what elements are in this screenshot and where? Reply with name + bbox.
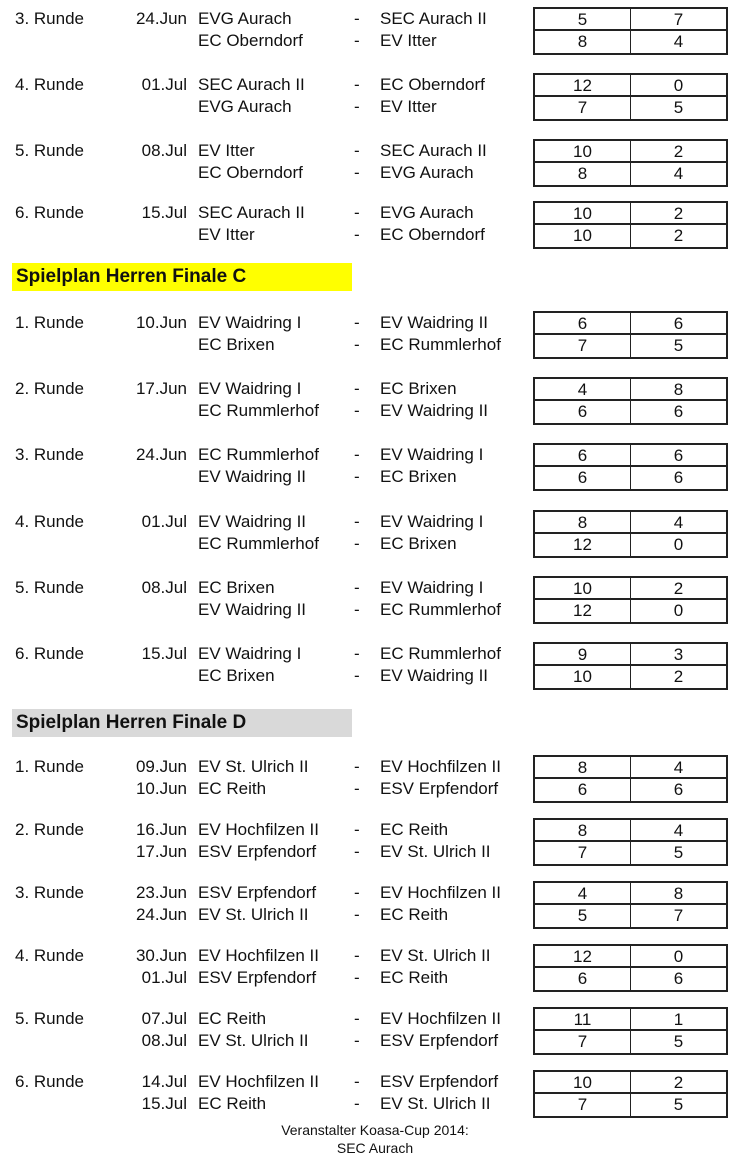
match-date: 08.Jul (141, 578, 187, 597)
score-away: 6 (631, 313, 726, 335)
score-home: 4 (535, 883, 631, 905)
score-home: 8 (535, 820, 631, 842)
home-team: EV Waidring I (198, 313, 302, 332)
away-team: EC Oberndorf (380, 225, 485, 244)
round-block (0, 945, 750, 991)
round-label: 3. Runde (15, 9, 84, 28)
score-box (533, 818, 728, 866)
away-team: EC Brixen (380, 379, 457, 398)
score-away: 5 (673, 336, 684, 355)
separator: - (354, 203, 360, 222)
score-box (533, 311, 728, 359)
section-header-finale-d: Spielplan Herren Finale D (12, 709, 352, 737)
score-box (533, 576, 728, 624)
round-label: 5. Runde (15, 1009, 84, 1028)
match-date-2: 24.Jun (135, 905, 187, 924)
home-team: ESV Erpfendorf (198, 842, 317, 861)
separator: - (354, 75, 360, 94)
round-block (0, 444, 750, 490)
away-team: SEC Aurach II (380, 141, 487, 160)
score-away: 2 (673, 226, 684, 245)
away-team: EV Waidring I (380, 445, 484, 464)
round-block (0, 1071, 750, 1117)
home-team: EC Reith (198, 1094, 267, 1113)
round-block (0, 8, 750, 54)
score-home: 8 (535, 512, 631, 534)
away-team: EV Itter (380, 97, 437, 116)
home-team: EV St. Ulrich II (198, 905, 309, 924)
separator: - (354, 335, 360, 354)
round-label: 4. Runde (15, 75, 84, 94)
score-box (533, 201, 728, 249)
score-home: 7 (535, 1031, 631, 1053)
away-team: EC Oberndorf (380, 75, 485, 94)
score-away: 7 (673, 906, 684, 925)
score-away: 4 (631, 512, 726, 534)
score-away: 4 (673, 164, 684, 183)
round-label: 5. Runde (15, 578, 84, 597)
home-team: ESV Erpfendorf (198, 968, 317, 987)
match-date: 23.Jun (135, 883, 187, 902)
away-team: EV St. Ulrich II (380, 1094, 491, 1113)
round-block (0, 140, 750, 186)
away-team: EV Waidring II (380, 313, 489, 332)
round-block (0, 643, 750, 689)
separator: - (354, 666, 360, 685)
round-block (0, 202, 750, 248)
score-away: 0 (673, 535, 684, 554)
match-date: 17.Jun (135, 379, 187, 398)
round-label: 6. Runde (15, 644, 84, 663)
score-away: 5 (673, 1095, 684, 1114)
away-team: EV Hochfilzen II (380, 1009, 501, 1028)
separator: - (354, 946, 360, 965)
away-team: ESV Erpfendorf (380, 1072, 499, 1091)
home-team: EV Hochfilzen II (198, 946, 319, 965)
score-away: 0 (631, 75, 726, 97)
separator: - (354, 883, 360, 902)
round-label: 1. Runde (15, 313, 84, 332)
organizer-line-1: Veranstalter Koasa-Cup 2014: (281, 1122, 469, 1138)
score-away: 3 (631, 644, 726, 666)
score-box (533, 1007, 728, 1055)
away-team: EC Rummlerhof (380, 600, 501, 619)
away-team: EV Itter (380, 31, 437, 50)
separator: - (354, 1031, 360, 1050)
away-team: EV Hochfilzen II (380, 883, 501, 902)
separator: - (354, 97, 360, 116)
score-home: 6 (535, 401, 631, 423)
home-team: EV Hochfilzen II (198, 1072, 319, 1091)
round-label: 3. Runde (15, 883, 84, 902)
separator: - (354, 401, 360, 420)
separator: - (354, 534, 360, 553)
home-team: SEC Aurach II (198, 75, 305, 94)
separator: - (354, 842, 360, 861)
away-team: EC Brixen (380, 467, 457, 486)
match-date-2: 08.Jul (141, 1031, 187, 1050)
score-away: 6 (673, 468, 684, 487)
away-team: EV Waidring II (380, 401, 489, 420)
separator: - (354, 905, 360, 924)
round-block (0, 1008, 750, 1054)
away-team: EC Brixen (380, 534, 457, 553)
separator: - (354, 779, 360, 798)
away-team: EV St. Ulrich II (380, 842, 491, 861)
score-box (533, 7, 728, 55)
match-date: 15.Jul (141, 644, 187, 663)
score-box (533, 881, 728, 929)
round-block (0, 511, 750, 557)
score-box (533, 139, 728, 187)
round-label: 4. Runde (15, 946, 84, 965)
away-team: ESV Erpfendorf (380, 1031, 499, 1050)
score-home: 10 (535, 225, 631, 247)
away-team: EC Reith (380, 905, 449, 924)
score-home: 6 (535, 779, 631, 801)
score-box (533, 510, 728, 558)
match-date: 01.Jul (141, 75, 187, 94)
score-away: 6 (673, 402, 684, 421)
home-team: SEC Aurach II (198, 203, 305, 222)
score-home: 7 (535, 335, 631, 357)
separator: - (354, 467, 360, 486)
separator: - (354, 9, 360, 28)
score-home: 10 (535, 203, 631, 225)
score-away: 6 (673, 780, 684, 799)
away-team: SEC Aurach II (380, 9, 487, 28)
score-away: 8 (631, 883, 726, 905)
match-date: 01.Jul (141, 512, 187, 531)
score-away: 5 (673, 1032, 684, 1051)
score-away: 4 (673, 32, 684, 51)
home-team: EV Itter (198, 141, 255, 160)
home-team: EC Rummlerhof (198, 534, 319, 553)
away-team: EC Rummlerhof (380, 335, 501, 354)
separator: - (354, 1009, 360, 1028)
round-block (0, 74, 750, 120)
home-team: EVG Aurach (198, 97, 292, 116)
round-block (0, 819, 750, 865)
score-box (533, 944, 728, 992)
home-team: EV Hochfilzen II (198, 820, 319, 839)
score-home: 10 (535, 1072, 631, 1094)
score-home: 12 (535, 946, 631, 968)
score-home: 7 (535, 97, 631, 119)
score-home: 9 (535, 644, 631, 666)
home-team: EV Waidring II (198, 600, 307, 619)
match-date-2: 10.Jun (135, 779, 187, 798)
score-home: 6 (535, 445, 631, 467)
score-home: 4 (535, 379, 631, 401)
home-team: EV Waidring I (198, 644, 302, 663)
match-date: 30.Jun (135, 946, 187, 965)
match-date: 24.Jun (135, 9, 187, 28)
section-header-finale-c: Spielplan Herren Finale C (12, 263, 352, 291)
score-away: 2 (631, 578, 726, 600)
score-home: 10 (535, 578, 631, 600)
away-team: EC Rummlerhof (380, 644, 501, 663)
separator: - (354, 163, 360, 182)
match-date-2: 01.Jul (141, 968, 187, 987)
score-home: 8 (535, 31, 631, 53)
score-away: 6 (673, 969, 684, 988)
score-box (533, 1070, 728, 1118)
match-date: 14.Jul (141, 1072, 187, 1091)
score-home: 7 (535, 1094, 631, 1116)
score-home: 5 (535, 905, 631, 927)
round-label: 2. Runde (15, 379, 84, 398)
score-home: 6 (535, 968, 631, 990)
separator: - (354, 600, 360, 619)
away-team: EV Waidring II (380, 666, 489, 685)
separator: - (354, 141, 360, 160)
score-away: 6 (631, 445, 726, 467)
score-box (533, 755, 728, 803)
home-team: EC Oberndorf (198, 163, 303, 182)
round-block (0, 882, 750, 928)
separator: - (354, 820, 360, 839)
home-team: EC Brixen (198, 666, 275, 685)
round-label: 3. Runde (15, 445, 84, 464)
score-away: 8 (631, 379, 726, 401)
home-team: EC Reith (198, 779, 267, 798)
score-home: 12 (535, 600, 631, 622)
score-away: 0 (631, 946, 726, 968)
match-date: 24.Jun (135, 445, 187, 464)
score-away: 2 (631, 141, 726, 163)
match-date: 07.Jul (141, 1009, 187, 1028)
score-away: 2 (631, 203, 726, 225)
score-away: 2 (673, 667, 684, 686)
round-label: 2. Runde (15, 820, 84, 839)
home-team: ESV Erpfendorf (198, 883, 317, 902)
match-date-2: 15.Jul (141, 1094, 187, 1113)
away-team: EV St. Ulrich II (380, 946, 491, 965)
separator: - (354, 313, 360, 332)
separator: - (354, 445, 360, 464)
home-team: EV Waidring II (198, 512, 307, 531)
score-away: 1 (631, 1009, 726, 1031)
separator: - (354, 1094, 360, 1113)
score-away: 0 (673, 601, 684, 620)
score-box (533, 642, 728, 690)
home-team: EV Waidring II (198, 467, 307, 486)
away-team: EV Waidring I (380, 578, 484, 597)
home-team: EC Oberndorf (198, 31, 303, 50)
score-home: 10 (535, 141, 631, 163)
score-away: 5 (673, 843, 684, 862)
separator: - (354, 644, 360, 663)
away-team: EVG Aurach (380, 163, 474, 182)
home-team: EC Rummlerhof (198, 445, 319, 464)
away-team: EVG Aurach (380, 203, 474, 222)
separator: - (354, 757, 360, 776)
home-team: EV Waidring I (198, 379, 302, 398)
score-home: 10 (535, 666, 631, 688)
score-home: 6 (535, 467, 631, 489)
separator: - (354, 225, 360, 244)
match-date: 15.Jul (141, 203, 187, 222)
match-date: 16.Jun (135, 820, 187, 839)
score-home: 6 (535, 313, 631, 335)
round-label: 6. Runde (15, 203, 84, 222)
away-team: EV Hochfilzen II (380, 757, 501, 776)
match-date: 09.Jun (135, 757, 187, 776)
score-away: 7 (631, 9, 726, 31)
organizer-line-2: SEC Aurach (336, 1140, 414, 1156)
score-away: 4 (631, 757, 726, 779)
separator: - (354, 968, 360, 987)
separator: - (354, 379, 360, 398)
home-team: EVG Aurach (198, 9, 292, 28)
score-away: 4 (631, 820, 726, 842)
score-home: 7 (535, 842, 631, 864)
score-home: 8 (535, 757, 631, 779)
score-home: 8 (535, 163, 631, 185)
separator: - (354, 512, 360, 531)
round-label: 4. Runde (15, 512, 84, 531)
match-date: 10.Jun (135, 313, 187, 332)
round-block (0, 312, 750, 358)
away-team: EC Reith (380, 820, 449, 839)
score-home: 12 (535, 75, 631, 97)
home-team: EC Rummlerhof (198, 401, 319, 420)
round-label: 5. Runde (15, 141, 84, 160)
home-team: EC Brixen (198, 578, 275, 597)
round-block (0, 577, 750, 623)
match-date: 08.Jul (141, 141, 187, 160)
score-home: 12 (535, 534, 631, 556)
round-label: 1. Runde (15, 757, 84, 776)
score-away: 5 (673, 98, 684, 117)
home-team: EV St. Ulrich II (198, 757, 309, 776)
away-team: ESV Erpfendorf (380, 779, 499, 798)
match-date-2: 17.Jun (135, 842, 187, 861)
away-team: EV Waidring I (380, 512, 484, 531)
score-home: 11 (535, 1009, 631, 1031)
separator: - (354, 1072, 360, 1091)
score-away: 2 (631, 1072, 726, 1094)
score-home: 5 (535, 9, 631, 31)
score-box (533, 443, 728, 491)
separator: - (354, 578, 360, 597)
separator: - (354, 31, 360, 50)
round-block (0, 756, 750, 802)
home-team: EV Itter (198, 225, 255, 244)
round-block (0, 378, 750, 424)
home-team: EC Reith (198, 1009, 267, 1028)
score-box (533, 73, 728, 121)
home-team: EC Brixen (198, 335, 275, 354)
home-team: EV St. Ulrich II (198, 1031, 309, 1050)
score-box (533, 377, 728, 425)
away-team: EC Reith (380, 968, 449, 987)
round-label: 6. Runde (15, 1072, 84, 1091)
